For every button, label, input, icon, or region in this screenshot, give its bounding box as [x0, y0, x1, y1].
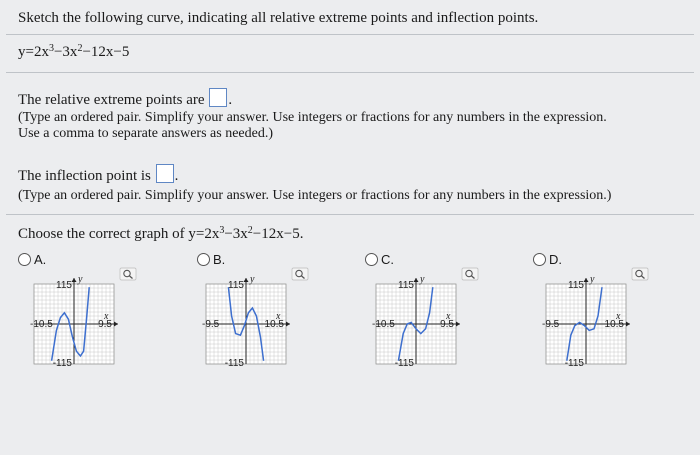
- divider-top: [6, 34, 694, 35]
- instruction-text: Sketch the following curve, indicating all relative extreme points and inflection points.: [18, 10, 539, 26]
- punctuation: .: [174, 168, 179, 184]
- y-axis-arrow: [584, 278, 589, 282]
- graph-d[interactable]: [540, 262, 650, 370]
- x-axis-letter: x: [616, 311, 621, 322]
- option-b-label: B.: [213, 252, 226, 267]
- x-min-label: -10.5: [372, 319, 395, 330]
- x-axis-arrow: [626, 322, 630, 327]
- magnifier-icon-frame: [632, 268, 648, 280]
- equation-part: −3x: [224, 226, 248, 242]
- equation-part: −12x−5.: [252, 226, 304, 242]
- x-max-label: 9.5: [98, 319, 112, 330]
- y-min-label: -115: [394, 358, 414, 369]
- graph-b[interactable]: [200, 262, 310, 370]
- x-max-label: 10.5: [604, 319, 624, 330]
- equation: [18, 44, 129, 61]
- graph-svg: [28, 262, 138, 370]
- y-axis-letter: y: [250, 274, 255, 285]
- extreme-points-answer-box[interactable]: [209, 88, 227, 107]
- option-c-label: C.: [381, 252, 394, 267]
- y-axis-arrow: [72, 278, 77, 282]
- magnifier-icon[interactable]: [120, 268, 136, 280]
- graph-c[interactable]: [370, 262, 480, 370]
- magnifier-icon[interactable]: [632, 268, 648, 280]
- equation-exponent: 3: [48, 43, 54, 54]
- magnifier-icon-frame: [462, 268, 478, 280]
- graph-svg: [540, 262, 650, 370]
- y-axis-letter: y: [78, 274, 83, 285]
- x-min-label: -9.5: [202, 319, 220, 330]
- equation-exponent: 2: [247, 225, 253, 236]
- magnifier-icon-frame: [120, 268, 136, 280]
- equation-exponent: 3: [219, 225, 225, 236]
- inflection-point-prompt: The inflection point is: [18, 168, 151, 184]
- inflection-point-answer-box[interactable]: [156, 164, 174, 183]
- inflection-point-instruction: (Type an ordered pair. Simplify your answer. Use integers or fractions for any numbers in the expression.): [18, 188, 612, 203]
- y-min-label: -115: [52, 358, 72, 369]
- x-max-label: 9.5: [440, 319, 454, 330]
- equation-part: y=2x: [18, 44, 49, 60]
- inflection-point-question: [18, 164, 178, 185]
- x-axis-letter: x: [104, 311, 109, 322]
- y-axis-arrow: [244, 278, 249, 282]
- y-min-label: -115: [224, 358, 244, 369]
- extreme-points-prompt: The relative extreme points are: [18, 92, 205, 108]
- y-max-label: 115: [568, 280, 584, 291]
- x-max-label: 10.5: [264, 319, 284, 330]
- y-axis-arrow: [414, 278, 419, 282]
- y-min-label: -115: [564, 358, 584, 369]
- y-axis-letter: y: [420, 274, 425, 285]
- graph-svg: [370, 262, 480, 370]
- graph-a[interactable]: [28, 262, 138, 370]
- magnifier-icon[interactable]: [292, 268, 308, 280]
- extreme-points-instruction-1: (Type an ordered pair. Simplify your answer. Use integers or fractions for any numbers in the expression.: [18, 110, 607, 125]
- extreme-points-instruction-2: Use a comma to separate answers as needed.): [18, 126, 274, 141]
- graph-svg: [200, 262, 310, 370]
- divider-equation: [6, 72, 694, 73]
- x-axis-arrow: [286, 322, 290, 327]
- graph-choice-prompt: Choose the correct graph of y=2x: [18, 226, 220, 242]
- y-axis-letter: y: [590, 274, 595, 285]
- equation-part: −3x: [53, 44, 78, 60]
- magnifier-icon-frame: [292, 268, 308, 280]
- x-axis-arrow: [114, 322, 118, 327]
- option-a-label: A.: [34, 252, 47, 267]
- graph-choice-question: [18, 226, 303, 243]
- y-max-label: 115: [228, 280, 244, 291]
- equation-exponent: 2: [77, 43, 83, 54]
- divider-middle: [6, 214, 694, 215]
- x-min-label: -9.5: [542, 319, 560, 330]
- y-max-label: 115: [56, 280, 72, 291]
- x-min-label: -10.5: [30, 319, 53, 330]
- magnifier-icon[interactable]: [462, 268, 478, 280]
- option-d-label: D.: [549, 252, 562, 267]
- x-axis-letter: x: [446, 311, 451, 322]
- extreme-points-question: [18, 88, 232, 109]
- y-max-label: 115: [398, 280, 414, 291]
- x-axis-letter: x: [276, 311, 281, 322]
- equation-part: −12x−5: [82, 44, 130, 60]
- punctuation: .: [228, 92, 233, 108]
- x-axis-arrow: [456, 322, 460, 327]
